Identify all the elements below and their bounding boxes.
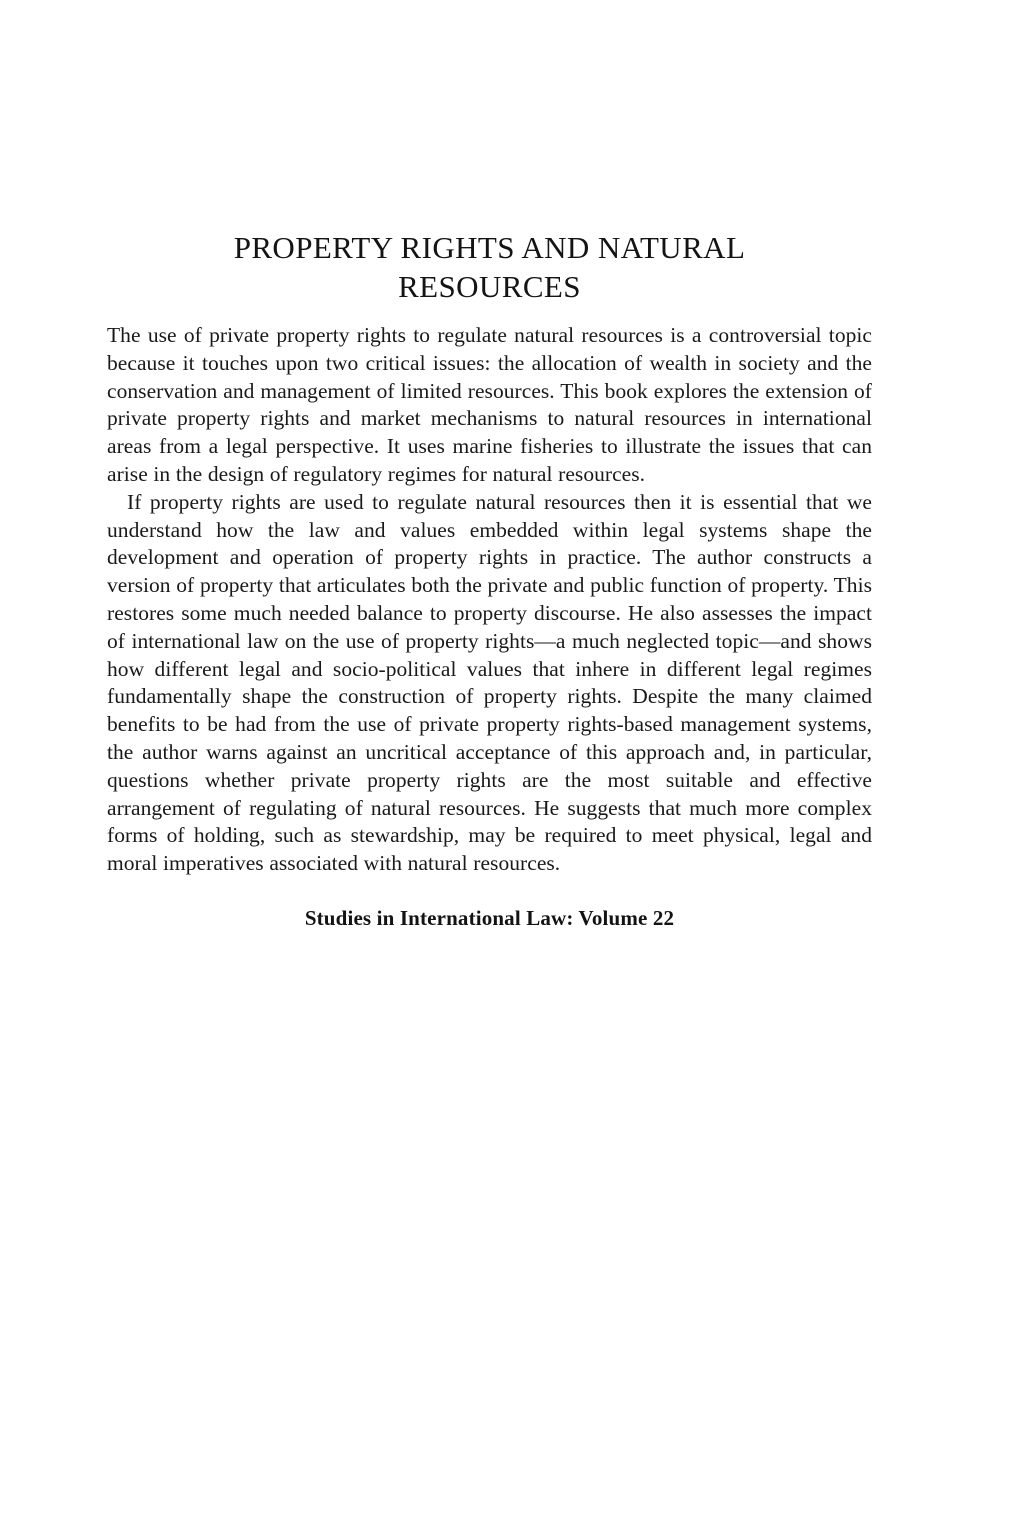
page-title (107, 228, 872, 306)
blurb-paragraph-1: The use of private property rights to regulate natural resources is a controversial topic because it touches upon two critical issues: the allocation of wealth in society and the conservation and management of limited resources. This book explores the extension of private property rights and market mechanisms to natural resources in international areas from a legal perspective. It uses marine fisheries to illustrate the issues that can arise in the design of regulatory regimes for natural resources. (107, 323, 872, 486)
series-volume-label: Studies in International Law: Volume 22 (304, 905, 675, 930)
page-title-line-2: RESOURCES (398, 269, 581, 304)
series-line-wrapper (107, 904, 872, 932)
page-title-line-1: PROPERTY RIGHTS AND NATURAL (233, 230, 746, 265)
page-content (107, 228, 872, 932)
blurb-paragraph-2: If property rights are used to regulate natural resources then it is essential that we understand how the law and values embedded within legal systems shape the development and operation of property rights in practice. The author constructs a version of property that articulates both the private and public function of property. This restores some much needed balance to property discourse. He also assesses the impact of international law on the use of property rights—a much neglected topic—and shows how different legal and socio-political values that inhere in different legal regimes fundamentally shape the construction of property rights. Despite the many claimed benefits to be had from the use of private property rights-based management systems, the author warns against an uncritical acceptance of this approach and, in particular, questions whether private property rights are the most suitable and effective arrangement of regulating of natural resources. He suggests that much more complex forms of holding, such as stewardship, may be required to meet physical, legal and moral imperatives associated with natural resources. (107, 489, 872, 876)
